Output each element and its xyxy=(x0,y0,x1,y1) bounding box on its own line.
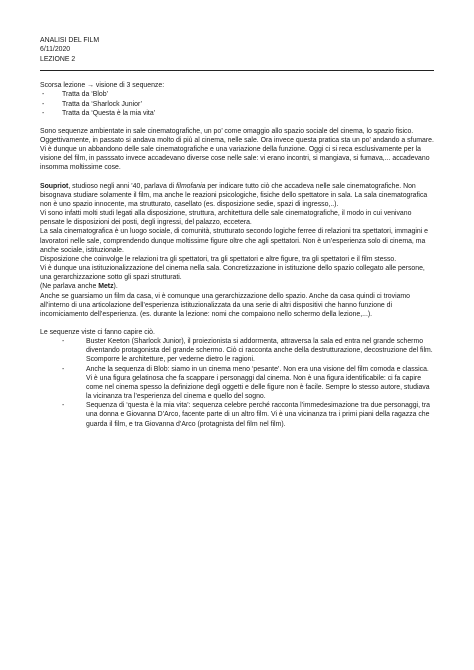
text-run: per indicare tutto ciò che accadeva nelle sale cinematografiche. Non bisognava studiare solamente il film, ma anche le reazioni psicologiche, fisiche dello spettatore in sala. La sala cinematografica non è uno spazio innocente, ma strutturato, casellato (es. disposizione sedie, spazi di ingresso,..). xyxy=(40,182,428,208)
dash-bullet: - xyxy=(62,402,65,410)
term-filmofania: filmofania xyxy=(175,182,206,190)
list-item-text: Buster Keeton (Sharlock Junior), il proiezionista si addormenta, attraversa la sala ed entra nel grande schermo diventando protagonista del grande schermo. Ciò ci racconta anche della destrutturazione, decostruzione del film. Scomporre le architetture, per vederne dietro le ragioni. xyxy=(86,338,433,364)
paragraph-line: Anche se guarsiamo un film da casa, vi è comunque una gerarchizzazione dello spazio. Anche da casa quindi ci troviamo all’interno di una articolazione dell’esperienza istituzionalizzata da una serie di altri dispositivi che hanno funzione di incorniciamento dell’esperienza. (es. durante la lezione: nomi che compaiono nello schermo della lezione,...). xyxy=(40,292,411,318)
document-header xyxy=(40,36,434,64)
list-item-text: Tratta da ‘Blob’ xyxy=(62,91,109,99)
list-item xyxy=(40,401,434,428)
dash-bullet: - xyxy=(42,100,45,108)
text-run: ). xyxy=(113,283,118,291)
sequences-intro: Le sequenze viste ci fanno capire ciò. xyxy=(40,328,155,336)
list-item-text: Tratta da ‘Questa è la mia vita’ xyxy=(62,109,156,117)
paragraph-metz xyxy=(40,282,434,291)
dash-bullet: - xyxy=(42,91,45,99)
paragraph-line: Vi è dunque una istituzionalizzazione del cinema nella sala. Concretizzazione in istituzione dello spazio collegato alle persone, una gerarchizzazione sotto gli spazi strutturati. xyxy=(40,265,425,282)
author-name: Soupriot xyxy=(40,182,69,190)
dash-bullet: - xyxy=(42,109,45,117)
header-divider xyxy=(40,70,434,71)
list-item-text: Tratta da ‘Sharlock Junior’ xyxy=(62,100,143,108)
intro-line: Scorsa lezione → visione di 3 sequenze: xyxy=(40,82,165,90)
paragraph-soupriot xyxy=(40,182,434,209)
list-item xyxy=(40,337,434,364)
text-run: , studioso negli anni ’40, parlava di xyxy=(68,182,176,190)
list-item xyxy=(40,365,434,402)
list-item-text: Sequenza di ‘questa è la mia vita’: sequenza celebre perché racconta l’immedesimazione tra due personaggi, tra una donna e Giovanna D’Arco, facente parte di un altro film. Vi è una vicinanza tra i primi piani della ragazza che guarda il film, e tra Giovanna d’Arco (protagnista del film nel film). xyxy=(86,402,430,428)
list-item xyxy=(40,90,434,99)
paragraph-sale: Sono sequenze ambientate in sale cinematografiche, un po’ come omaggio allo spazio sociale del cinema, lo spazio fisico. Oggettivamente, in passato si andava molto di più al cinema, nelle sale. Ora invece questa pratica sta un po’ andando a sfumare. Vi è dunque un abbandono delle sale cinematografiche e una variazione della funzione. Oggi ci si reca esclusivamente per la visione del film, in passsato invece accadevano diverse cose nelle sale: vi erano incontri, si mangiava, si fumava,... accadevano insomma moltissime cose. xyxy=(40,127,434,172)
document-title: ANALISI DEL FILM xyxy=(40,37,100,44)
list-item xyxy=(40,109,434,118)
document-date: 6/11/2020 xyxy=(40,46,71,54)
paragraph-line: Vi sono infatti molti studi legati alla disposizione, struttura, architettura delle sale cinematografiche, il modo in cui venivano pensate le disposizioni dei posti, degli ingressi, del palazzo, eccetera. xyxy=(40,210,412,227)
list-item xyxy=(40,100,434,109)
dash-bullet: - xyxy=(62,365,65,373)
lesson-label: LEZIONE 2 xyxy=(40,55,76,63)
author-metz: Metz xyxy=(98,283,114,291)
paragraph-line: Disposizione che coinvolge le relazioni tra gli spettatori, tra gli spettatori e altre figure, tra gli spettatori e il film stesso. xyxy=(40,255,397,263)
text-run: (Ne parlava anche xyxy=(40,283,99,291)
list-item-text: Anche la sequenza di Blob: siamo in un cinema meno ‘pesante’. Non era una visione del film comoda e classica. Vi è una figura gelatinosa che fa scappare i personaggi dal cinema. Non è una figura identificabile: ci fa capire come nel cinema spesso la definizione degli oggetti e delle figure non è facile. Sempre lo stesso autore, studiava la vicinanza tra l’esperienza del cinema e quello del sogno. xyxy=(86,365,430,401)
paragraph-line: La sala cinematografica è un luogo sociale, di comunità, strutturato secondo logiche ferree di relazioni tra spettatori, immagini e lavoratori nelle sale, comprendendo dunque moltissime figure oltre che agli spettatori. Non è un’esperienza solo di cinema, ma anche sociale, istituzionale. xyxy=(40,228,428,254)
dash-bullet: - xyxy=(62,338,65,346)
